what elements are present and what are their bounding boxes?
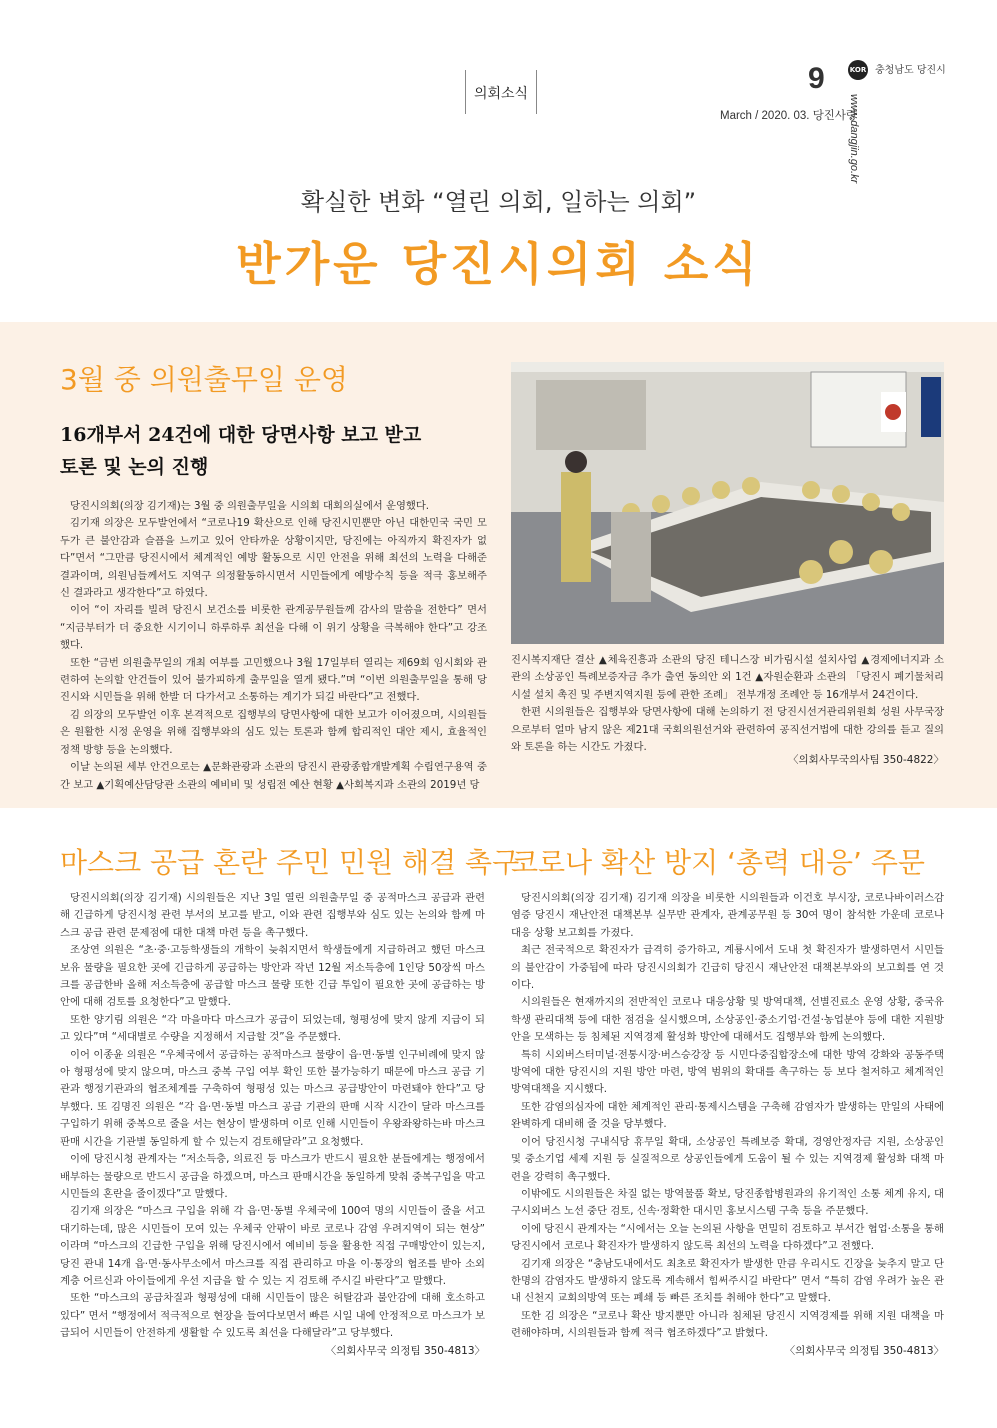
article2-body [60,890,485,1360]
article3-paragraph: 시의원들은 현재까지의 전반적인 코로나 대응상황 및 방역대책, 선별진료소 운영 상황, 중국유학생 관리대책 등에 대한 점검을 실시했으며, 소상공인·중소기업·건설·농업분야 등에 대한 지원방안을 모색하는 등 침체된 지역경제 활성화 방안에 대해서도 집행부와 함께 논의했다. [511,996,944,1044]
article1-paragraph: 김 의장의 모두발언 이후 본격적으로 집행부의 당면사항에 대한 보고가 이어졌으며, 시의원들은 원활한 시정 운영을 위해 집행부와의 심도 있는 토론과 함께 합리적인 대안 제시, 효율적인 정책 방향 등을 논의했다. [60,708,487,756]
section-tag: 의회소식 [465,70,537,114]
article1-paragraph: 당진시의회(의장 김기재)는 3월 중 의원출무일을 시의회 대회의실에서 운영했다. [70,500,430,512]
article3-paragraph: 최근 전국적으로 확진자가 급격히 증가하고, 계룡시에서 도내 첫 확진자가 발생하면서 시민들의 불안감이 가중됨에 따라 당진시의회가 긴급히 당진시 재난안전 대책본부와의 보고회를 연 것이다. [511,944,944,992]
article2-contact: 〈의회사무국 의정팀 350-4813〉 [325,1344,485,1357]
article3-contact: 〈의회사무국 의정팀 350-4813〉 [784,1344,944,1357]
article2-paragraph: 또한 “마스크의 공급차질과 형평성에 대해 시민들이 많은 허탈감과 불안감에 대해 호소하고 있다” 면서 “행정에서 적극적으로 현장을 들여다보면서 빠른 시일 내에 안정적으로 마스크가 보급되어 시민들이 안전하게 생활할 수 있도록 최선을 다해달라”고 당부했다. [60,1292,485,1340]
org-name: 충청남도 당진시 [875,65,946,76]
article1-paragraph: 이어 “이 자리를 빌려 당진시 보건소를 비롯한 관계공무원들께 감사의 말씀을 전한다” 면서 “지금부터가 더 중요한 시기이니 하루하루 최선을 다해 이 위기 상황을 극복해야 한다”고 강조했다. [60,604,487,652]
article1-subheadline-line1: 16개부서 24건에 대한 당면사항 보고 받고 [60,424,422,446]
article3-paragraph: 또한 김 의장은 “코로나 확산 방지뿐만 아니라 침체된 당진시 지역경제를 위해 지원 대책을 마련해야하며, 시의원들과 함께 적극 협조하겠다”고 밝혔다. [511,1309,944,1340]
article3-paragraph: 당진시의회(의장 김기재) 김기재 의장을 비롯한 시의원들과 이건호 부시장, 코로나바이러스감염증 당진시 재난안전 대책본부 실무반 관계자, 관계공무원 등 30여 명이 참석한 가운데 코로나 대응 상황 보고회를 가졌다. [511,892,944,939]
issue-label: March / 2020. 03. 당진사랑 [720,110,858,122]
article2-paragraph: 당진시의회(의장 김기재) 시의원들은 지난 3일 열린 의원출무일 중 공적마스크 공급과 관련해 긴급하게 당진시청 관련 부서의 보고를 받고, 이와 관련 집행부와 심도 있는 논의와 함께 마스크 공급 관련 문제점에 대한 대책 마련 등을 촉구했다. [60,892,485,939]
page-title: 반가운 당진시의회 소식 [236,237,761,291]
article3-paragraph: 특히 시외버스터미널·전통시장·버스승강장 등 시민다중집합장소에 대한 방역 강화와 공동주택 방역에 대한 당진시의 지원 방안 마련, 방역 범위의 확대를 촉구하는 등 보다 철저하고 체계적인 방역대책을 지시했다. [511,1048,944,1096]
article3-paragraph: 이어 당진시청 구내식당 휴무일 확대, 소상공인 특례보증 확대, 경영안정자금 지원, 소상공인 및 중소기업 세제 지원 등 실질적으로 상공인들에게 도움이 될 수 있는 지역경제 활성화 대책 마련을 강력히 촉구했다. [511,1135,944,1183]
article2-paragraph: 또한 양기림 의원은 “각 마을마다 마스크가 공급이 되었는데, 형평성에 맞지 않게 지급이 되고 있다”며 “세대별로 수량을 지정해서 지급할 것”을 주문했다. [60,1013,485,1044]
meeting-photo-illustration [511,362,944,644]
article3-paragraph: 이에 당진시 관계자는 “시에서는 오늘 논의된 사항을 면밀히 검토하고 부서간 협업·소통을 통해 당진시에서 코로나 확진자가 발생하지 않도록 최선의 노력을 다하겠다”고 전했다. [511,1222,944,1253]
article1-paragraph: 또한 “금번 의원출무일의 개최 여부를 고민했으나 3월 17일부터 열리는 제69회 임시회와 관련하여 논의할 안건들이 있어 불가피하게 출무일을 열게 됐다.”며 “이번 의원출무일을 통해 당진시와 시민들을 위해 한발 더 다가서고 소통하는 계기가 되길 바란다”고 전했다. [60,656,487,704]
article1-body [60,498,487,794]
city-logo-icon: KOR [848,60,868,80]
article1-subheadline [60,419,421,483]
article3-paragraph: 김기재 의장은 “충남도내에서도 최초로 확진자가 발생한 만큼 우리시도 긴장을 늦추지 말고 단 한명의 감염자도 발생하지 않도록 계속해서 힘써주시길 바란다” 면서 “특히 감염 우려가 높은 관내 신천지 교회의방역 또는 폐쇄 등 빠른 조치를 취해야 한다”고 말했다. [511,1257,944,1305]
article3-paragraph: 이밖에도 시의원들은 차질 없는 방역물품 확보, 당진종합병원과의 유기적인 소통 체계 유지, 대구시외버스 노선 중단 검토, 신속·정확한 대시민 홍보시스템 구축 등을 주문했다. [511,1187,944,1218]
article2-headline: 마스크 공급 혼란 주민 민원 해결 촉구 [60,846,520,879]
page-subtitle: 확실한 변화 “열린 의회, 일하는 의회” [300,188,697,216]
article3-body [511,890,944,1360]
council-meeting-photo [511,362,944,644]
article2-paragraph: 이에 당진시청 관계자는 “저소득층, 의료진 등 마스크가 반드시 필요한 분들에게는 행정에서 배부하는 물량으로 반드시 공급을 하겠으며, 마스크 판매시간을 동일하게 맞춰 중복구입을 막고 시민들의 혼란을 줄이겠다”고 말했다. [60,1153,485,1200]
article1-paragraph: 김기재 의장은 모두발언에서 “코로나19 확산으로 인해 당진시민뿐만 아닌 대한민국 국민 모두가 큰 불안감과 슬픔을 느끼고 있어 안타까운 상황이지만, 당진에는 아직까지 확진자가 없다”면서 “그만큼 당진시에서 체계적인 예방 활동으로 시민 안전을 위해 최선의 노력을 다해준 결과이며, 의원님들께서도 지역구 의정활동하시면서 시민들에게 예방수칙 등을 적극 홍보해주신 결과라고 생각한다”고 하였다. [60,517,487,600]
article2-paragraph: 조상연 의원은 “초·중·고등학생들의 개학이 늦춰지면서 학생들에게 지급하려고 했던 마스크 보유 물량을 필요한 곳에 긴급하게 공급하는 방안과 작년 12월 저소득층에 1인당 50장씩 마스크를 공급한바 올해 저소득층에 공급할 마스크 물량 또한 긴급 투입이 필요한 곳에 공급하는 방안에 대해 검토를 요청한다”고 말했다. [60,944,485,1009]
article1-paragraph: 이날 논의된 세부 안건으로는 ▲문화관광과 소관의 당진시 관광종합개발계획 수립연구용역 중간 보고 ▲기획예산담당관 소관의 예비비 및 성립전 예산 현황 ▲사회복지과 소관의 2019년 당 [60,761,487,791]
article1-paragraph: 진시복지재단 결산 ▲체육진흥과 소관의 당진 테니스장 비가림시설 설치사업 ▲경제에너지과 소관의 소상공인 특례보증자금 추가 출연 동의안 외 1건 ▲자원순환과 소관의 「당진시 폐기물처리시설 설치 촉진 및 주변지역지원 등에 관한 조례」 전부개정 조례안 등 16개부서 24건이다. [511,654,944,701]
vertical-url: www.dangjin.go.kr [848,94,860,184]
article1-paragraph: 한편 시의원들은 집행부와 당면사항에 대해 논의하기 전 당진시선거관리위원회 성원 사무국장으로부터 얼마 남지 않은 제21대 국회의원선거와 관련하여 공직선거법에 대한 강의를 듣고 질의와 토론을 하는 시간도 가졌다. [511,706,944,754]
article3-headline: 코로나 확산 방지 ‘총력 대응’ 주문 [511,846,925,879]
article1-headline: 3월 중 의원출무일 운영 [60,363,348,396]
article2-paragraph: 이어 이종윤 의원은 “우체국에서 공급하는 공적마스크 물량이 읍·면·동별 인구비례에 맞지 않아 형평성에 맞지 않으며, 마스크 중복 구입 여부 확인 또한 불가능하기 때문에 마스크 공급 기관과 행정기관과의 협조체계를 구축하여 형평성 있는 마스크 공급방안이 마련돼야 한다”고 당부했다. 또 김명진 의원은 “각 읍·면·동별 마스크 공급 기관의 판매 시작 시간이 달라 마스크를 구입하기 위해 중복으로 줄을 서는 현상이 발생하며 이로 인해 시민들이 우왕좌왕하는바 마스크 판매 시간을 기관별 동일하게 할 수 있는지 검토해달라”고 요청했다. [60,1048,485,1148]
article1-contact: 〈의회사무국의사팀 350-4822〉 [787,754,944,766]
article1-subheadline-line2: 토론 및 논의 진행 [60,456,209,478]
article2-paragraph: 김기재 의장은 “마스크 구입을 위해 각 읍·면·동별 우체국에 100여 명의 시민들이 줄을 서고 대기하는데, 많은 시민들이 모여 있는 우체국 안팎이 바로 코로나 감염 우려지역이 되는 현상” 이라며 “마스크의 긴급한 구입을 위해 당진시에서 예비비 등을 활용한 직접 구매방안이 있는지, 당진 관내 14개 읍·면·동사무소에서 마스크를 직접 관리하고 마을 이·통장의 협조를 받아 소외계층 어르신과 아이들에게 우선 지급을 할 수 있는 지 검토해 주시길 바란다”고 말했다. [60,1205,485,1287]
article3-paragraph: 또한 감염의심자에 대한 체계적인 관리·통제시스템을 구축해 감염자가 발생하는 만일의 사태에 완벽하게 대비해 줄 것을 당부했다. [511,1100,944,1131]
page-number: 9 [808,62,825,95]
article1-body-right [511,652,944,756]
